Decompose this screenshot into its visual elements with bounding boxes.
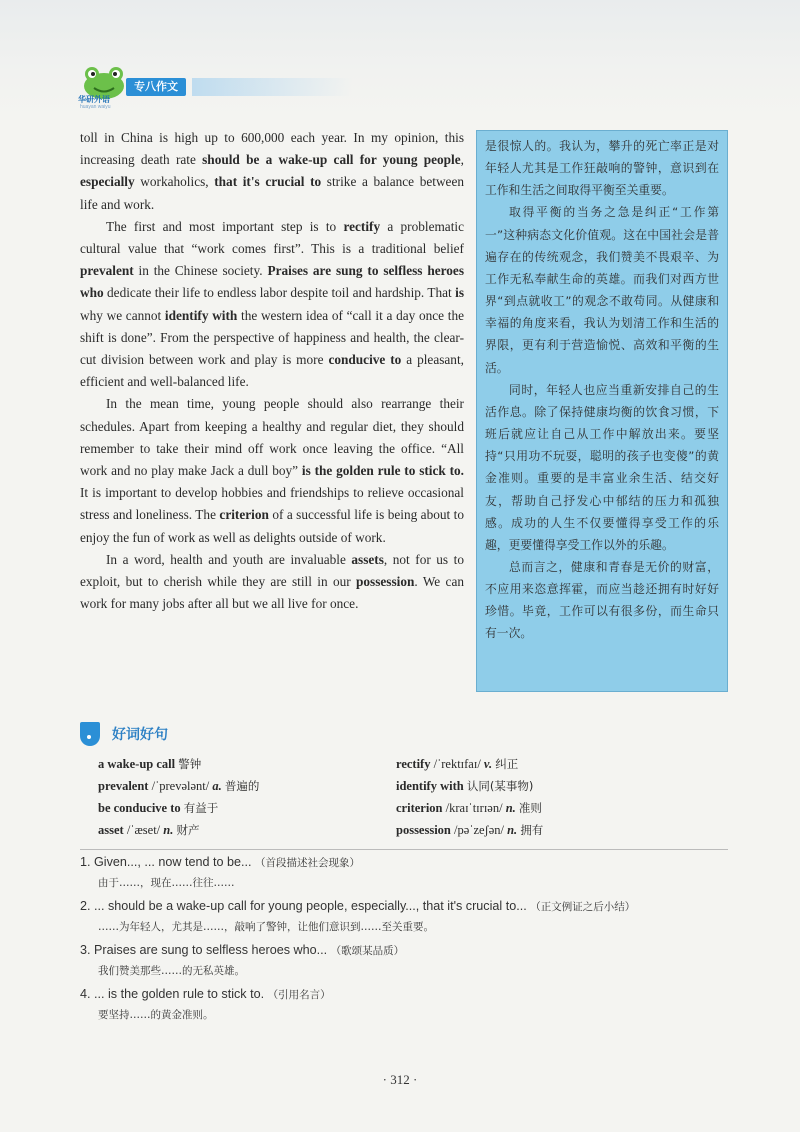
- translation-paragraph-1: 是很惊人的。我认为，攀升的死亡率正是对年轻人尤其是工作狂敲响的警钟，意识到在工作和生活之间取得平衡至关重要。: [485, 139, 719, 198]
- translation-paragraph-4: 总而言之，健康和青春是无价的财富，不应用来恣意挥霍，而应当趁还拥有时好好珍惜。毕竟，工作可以有很多份，而生命只有一次。: [485, 559, 719, 641]
- translation-paragraph-2: 取得平衡的当务之急是纠正“工作第一”这种病态文化价值观。这在中国社会是普遍存在的传统观念，我们赞美不畏艰辛、为工作无私奉献生命的英雄。而我们对西方世界“到点就收工”的观念不敢苟同。从健康和幸福的角度来看，我认为划清工作和生活的界限，更有利于营造愉悦、高效和平衡的生活。: [485, 205, 719, 375]
- bookmark-icon: [80, 722, 100, 746]
- page-number: · 312 ·: [382, 1072, 418, 1087]
- section-tag-fade: [192, 78, 352, 96]
- vocab-item: criterion /kraɪˈtɪrɪən/ n. 准则: [396, 801, 542, 815]
- sentence-pattern: 2. ... should be a wake-up call for young people, especially..., that it's crucial to... （正文例证之后小结） ……为年轻人，尤其是……，敲响了警钟，让他们意识到……至关重要。: [80, 899, 636, 933]
- vocab-item: identify with 认同(某事物): [396, 779, 534, 793]
- translation-paragraph-3: 同时，年轻人也应当重新安排自己的生活作息。除了保持健康均衡的饮食习惯，下班后就应让自己从工作中解放出来。要坚持“只用功不玩耍，聪明的孩子也变傻”的黄金准则。重要的是丰富业余生活、结交好友，帮助自己抒发心中郁结的压力和孤独感。成功的人生不仅要懂得享受工作的乐趣，更要懂得享受工作以外的乐趣。: [485, 382, 719, 552]
- essay-paragraph-4: In a word, health and youth are invaluable assets, not for us to exploit, but to cherish while they are still in our possession. We can work for many jobs after all but we all live for once.: [80, 551, 464, 612]
- english-essay: [80, 127, 464, 615]
- sentence-pattern: 3. Praises are sung to selfless heroes who... （歌颂某品质） 我们赞美那些……的无私英雄。: [80, 943, 405, 977]
- essay-paragraph-3: In the mean time, young people should also rearrange their schedules. Apart from keeping a healthy and regular diet, they should remember to take their mind off work once leaving the office. “All work and no play make Jack a dull boy” is the golden rule to stick to. It is important to develop hobbies and friendships to relieve occasional stress and loneliness. The criterion of a successful life is being about to enjoy the fun of work as well as delights outside of work.: [80, 396, 465, 545]
- essay-paragraph-1: toll in China is high up to 600,000 each year. In my opinion, this increasing death rate should be a wake-up call for young people, especially workaholics, that it's crucial to strike a balance between life and work.: [80, 130, 465, 212]
- sentence-patterns: [80, 852, 740, 1028]
- vocab-item: a wake-up call 警钟: [98, 757, 202, 771]
- vocab-item: rectify /ˈrektɪfaɪ/ v. 纠正: [396, 757, 519, 771]
- logo-subtext: huayan waiyu: [80, 104, 111, 110]
- vocab-section-title: 好词好句: [112, 727, 168, 743]
- chinese-translation-box: [476, 130, 728, 692]
- section-divider: [80, 849, 728, 850]
- vocab-item: possession /pəˈzeʃən/ n. 拥有: [396, 823, 544, 837]
- vocab-item: be conducive to 有益于: [98, 801, 219, 815]
- vocab-item: asset /ˈæset/ n. 财产: [98, 823, 200, 837]
- vocab-list: [98, 756, 738, 844]
- sentence-pattern: 4. ... is the golden rule to stick to. （引用名言） 要坚持……的黄金准则。: [80, 987, 331, 1021]
- section-tag: 专八作文: [126, 78, 186, 96]
- sentence-pattern: 1. Given..., ... now tend to be... （首段描述社会现象） 由于……，现在……往往……: [80, 855, 361, 889]
- logo-wordmark: 华研外语: [78, 95, 110, 104]
- vocab-item: prevalent /ˈprevələnt/ a. 普遍的: [98, 779, 260, 793]
- essay-paragraph-2: The first and most important step is to rectify a problematic cultural value that “work comes first”. This is a traditional belief prevalent in the Chinese society. Praises are sung to selfless heroes who dedicate their life to endless labor despite toil and hardship. That is why we cannot identify with the western idea of “call it a day once the shift is done”. From the perspective of happiness and health, the clear-cut division between work and play is more conducive to a pleasant, efficient and well-balanced life.: [80, 218, 465, 390]
